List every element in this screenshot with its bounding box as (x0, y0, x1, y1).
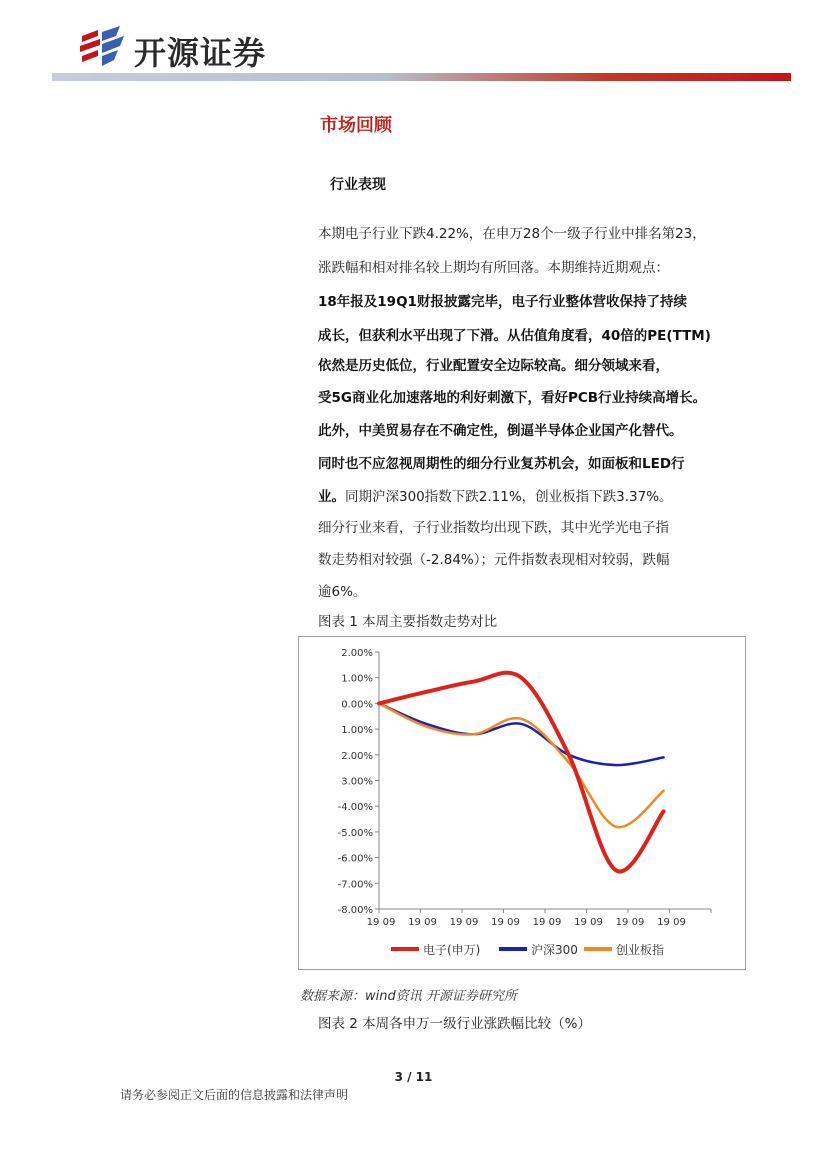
figure1-title: 图表 1 本周主要指数走势对比 (318, 614, 498, 630)
x-tick-label: 19 09 (615, 917, 645, 928)
y-tick-label: 3.00% (341, 776, 373, 788)
company-logo (78, 26, 298, 70)
body-bold-line: 此外，中美贸易存在不确定性，倒逼半导体企业国产化替代。 (318, 423, 683, 439)
header-divider-bar (52, 73, 791, 81)
body-bold-fragment: 业。 (318, 489, 345, 505)
body-normal-fragment: 同期沪深300指数下跌2.11%，创业板指下跌3.37%。 (345, 489, 673, 505)
body-line: 涨跌幅和相对排名较上期均有所回落。本期维持近期观点： (318, 260, 669, 276)
y-tick-label: -7.00% (337, 879, 373, 891)
legend-label: 沪深300 (531, 943, 578, 957)
body-mixed-line (318, 488, 718, 506)
logo-text: 开源证券 (134, 34, 267, 72)
y-tick-label: 1.00% (341, 725, 373, 737)
index-trend-chart (298, 636, 746, 970)
y-tick-label: 2.00% (341, 648, 373, 659)
x-tick-label: 19 09 (449, 917, 479, 928)
y-tick-label: 1.00% (341, 673, 373, 685)
logo-mark-icon (78, 26, 128, 70)
x-tick-label: 19 09 (366, 917, 396, 928)
page-number: 3 / 11 (394, 1070, 433, 1084)
body-bold-line: 依然是历史低位，行业配置安全边际较高。细分领域来看， (318, 358, 669, 374)
y-tick-label: -5.00% (337, 827, 373, 839)
y-tick-label: 0.00% (341, 699, 373, 711)
body-line: 数走势相对较强（-2.84%）；元件指数表现相对较弱，跌幅 (318, 552, 670, 568)
data-source: 数据来源：wind资讯 开源证券研究所 (300, 989, 517, 1004)
body-bold-line: 18年报及19Q1财报披露完毕，电子行业整体营收保持了持续 (318, 294, 687, 310)
legend-label: 创业板指 (616, 943, 665, 957)
series-line (379, 703, 664, 765)
x-tick-label: 19 09 (491, 917, 520, 928)
body-bold-line: 同时也不应忽视周期性的细分行业复苏机会，如面板和LED行 (318, 456, 685, 472)
body-bold-line: 受5G商业化加速落地的利好刺激下，看好PCB行业持续高增长。 (318, 390, 707, 406)
x-tick-label: 19 09 (657, 917, 686, 928)
body-line: 细分行业来看，子行业指数均出现下跌，其中光学光电子指 (318, 520, 669, 536)
y-tick-label: 2.00% (341, 750, 373, 762)
legend-label: 电子(申万) (423, 943, 481, 957)
y-tick-label: -6.00% (337, 853, 373, 865)
x-tick-label: 19 09 (408, 917, 437, 928)
sub-title: 行业表现 (330, 177, 386, 193)
x-tick-label: 19 09 (574, 917, 603, 928)
y-tick-label: -8.00% (337, 905, 373, 916)
series-line (379, 673, 664, 872)
figure2-title: 图表 2 本周各申万一级行业涨跌幅比较（%） (318, 1016, 591, 1032)
body-bold-line: 成长，但获利水平出现了下滑。从估值角度看，40倍的PE(TTM) (318, 328, 711, 344)
x-tick-label: 19 09 (532, 917, 562, 928)
body-line: 逾6%。 (318, 584, 367, 600)
body-line: 本期电子行业下跌4.22%，在申万28个一级子行业中排名第23， (318, 226, 706, 242)
y-tick-label: -4.00% (337, 802, 373, 814)
footer-disclaimer: 请务必参阅正文后面的信息披露和法律声明 (120, 1088, 349, 1102)
chart-svg (299, 637, 745, 969)
section-title: 市场回顾 (320, 115, 392, 136)
